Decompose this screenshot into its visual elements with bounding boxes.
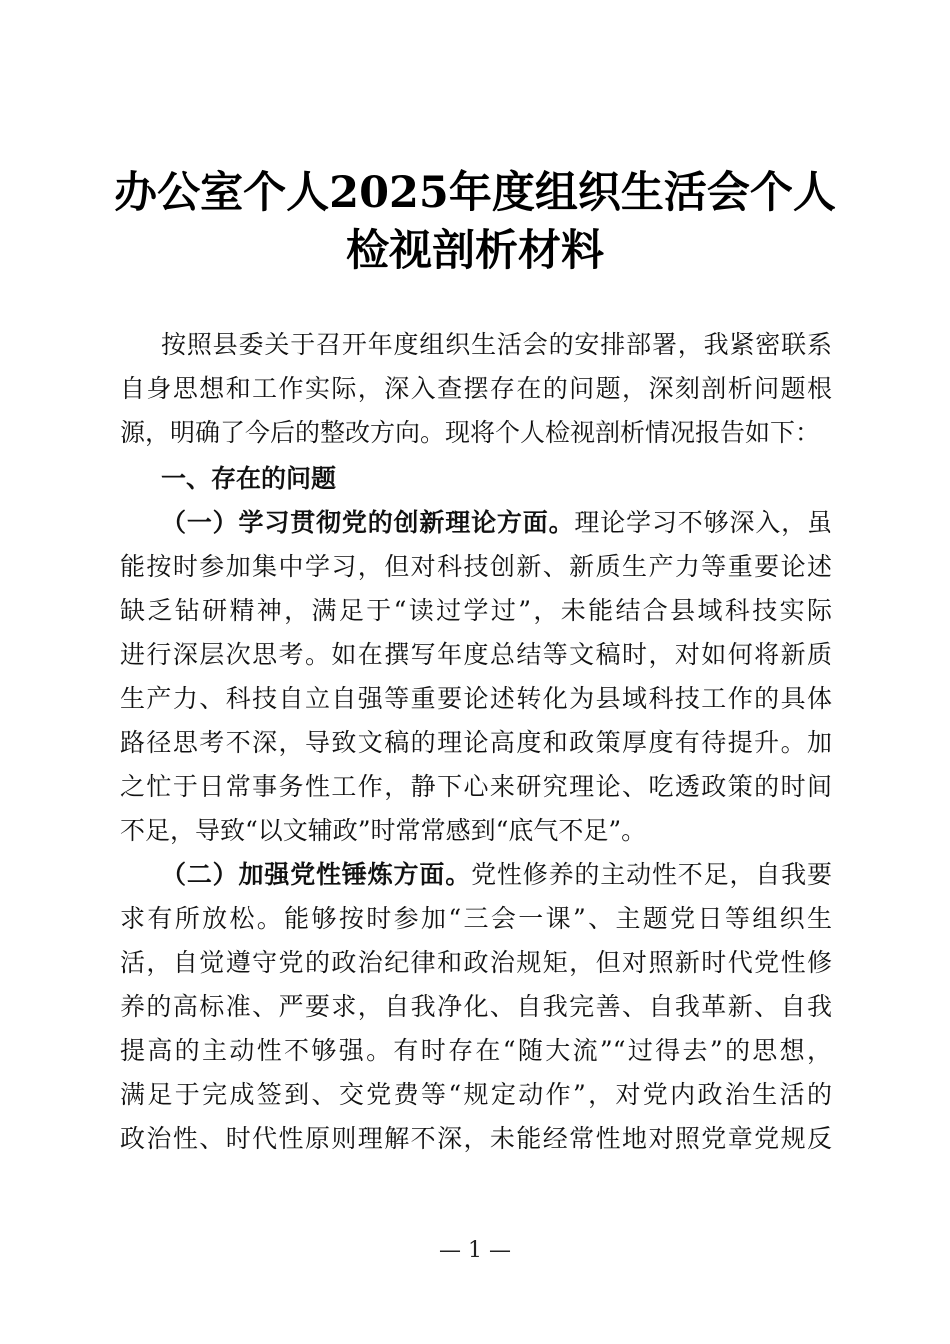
para1-line-6: 路径思考不深，导致文稿的理论高度和政策厚度有待提升。加 — [120, 728, 832, 757]
para1-line-1 — [161, 503, 832, 543]
para2-line-2: 求有所放松。能够按时参加“三会一课”、主题党日等组织生 — [120, 904, 832, 933]
page-number: — 1 — — [439, 1238, 511, 1263]
intro-line-1: 按照县委关于召开年度组织生活会的安排部署，我紧密联系 — [161, 330, 832, 359]
para1-first-rest: 理论学习不够深入，虽 — [574, 508, 832, 537]
para1-line-5: 生产力、科技自立自强等重要论述转化为县域科技工作的具体 — [120, 684, 832, 713]
para1-line-4: 进行深层次思考。如在撰写年度总结等文稿时，对如何将新质 — [120, 640, 832, 669]
para2-line-1 — [161, 855, 832, 895]
para1-line-8: 不足，导致“以文辅政”时常常感到“底气不足”。 — [120, 816, 647, 845]
intro-line-2: 自身思想和工作实际，深入查摆存在的问题，深刻剖析问题根 — [120, 374, 832, 403]
para2-first-rest: 党性修养的主动性不足，自我要 — [471, 860, 832, 889]
intro-line-3: 源，明确了今后的整改方向。现将个人检视剖析情况报告如下： — [120, 418, 821, 447]
para1-line-7: 之忙于日常事务性工作，静下心来研究理论、吃透政策的时间 — [120, 772, 832, 801]
para2-line-4: 养的高标准、严要求，自我净化、自我完善、自我革新、自我 — [120, 992, 832, 1021]
para1-line-2: 能按时参加集中学习，但对科技创新、新质生产力等重要论述 — [120, 552, 832, 581]
para2-line-5: 提高的主动性不够强。有时存在“随大流”“过得去”的思想， — [120, 1036, 832, 1065]
document-title-line-1: 办公室个人2025年度组织生活会个人 — [114, 168, 836, 218]
section-heading-problems: 一、存在的问题 — [161, 464, 337, 493]
para2-line-6: 满足于完成签到、交党费等“规定动作”，对党内政治生活的 — [120, 1080, 832, 1109]
para2-line-7: 政治性、时代性原则理解不深，未能经常性地对照党章党规反 — [120, 1124, 832, 1153]
para1-line-3: 缺乏钻研精神，满足于“读过学过”，未能结合县域科技实际 — [120, 596, 832, 625]
para1-lead: （一）学习贯彻党的创新理论方面。 — [161, 508, 575, 537]
para2-line-3: 活，自觉遵守党的政治纪律和政治规矩，但对照新时代党性修 — [120, 948, 832, 977]
para2-lead: （二）加强党性锤炼方面。 — [161, 860, 472, 889]
document-title-line-2: 检视剖析材料 — [346, 226, 604, 276]
